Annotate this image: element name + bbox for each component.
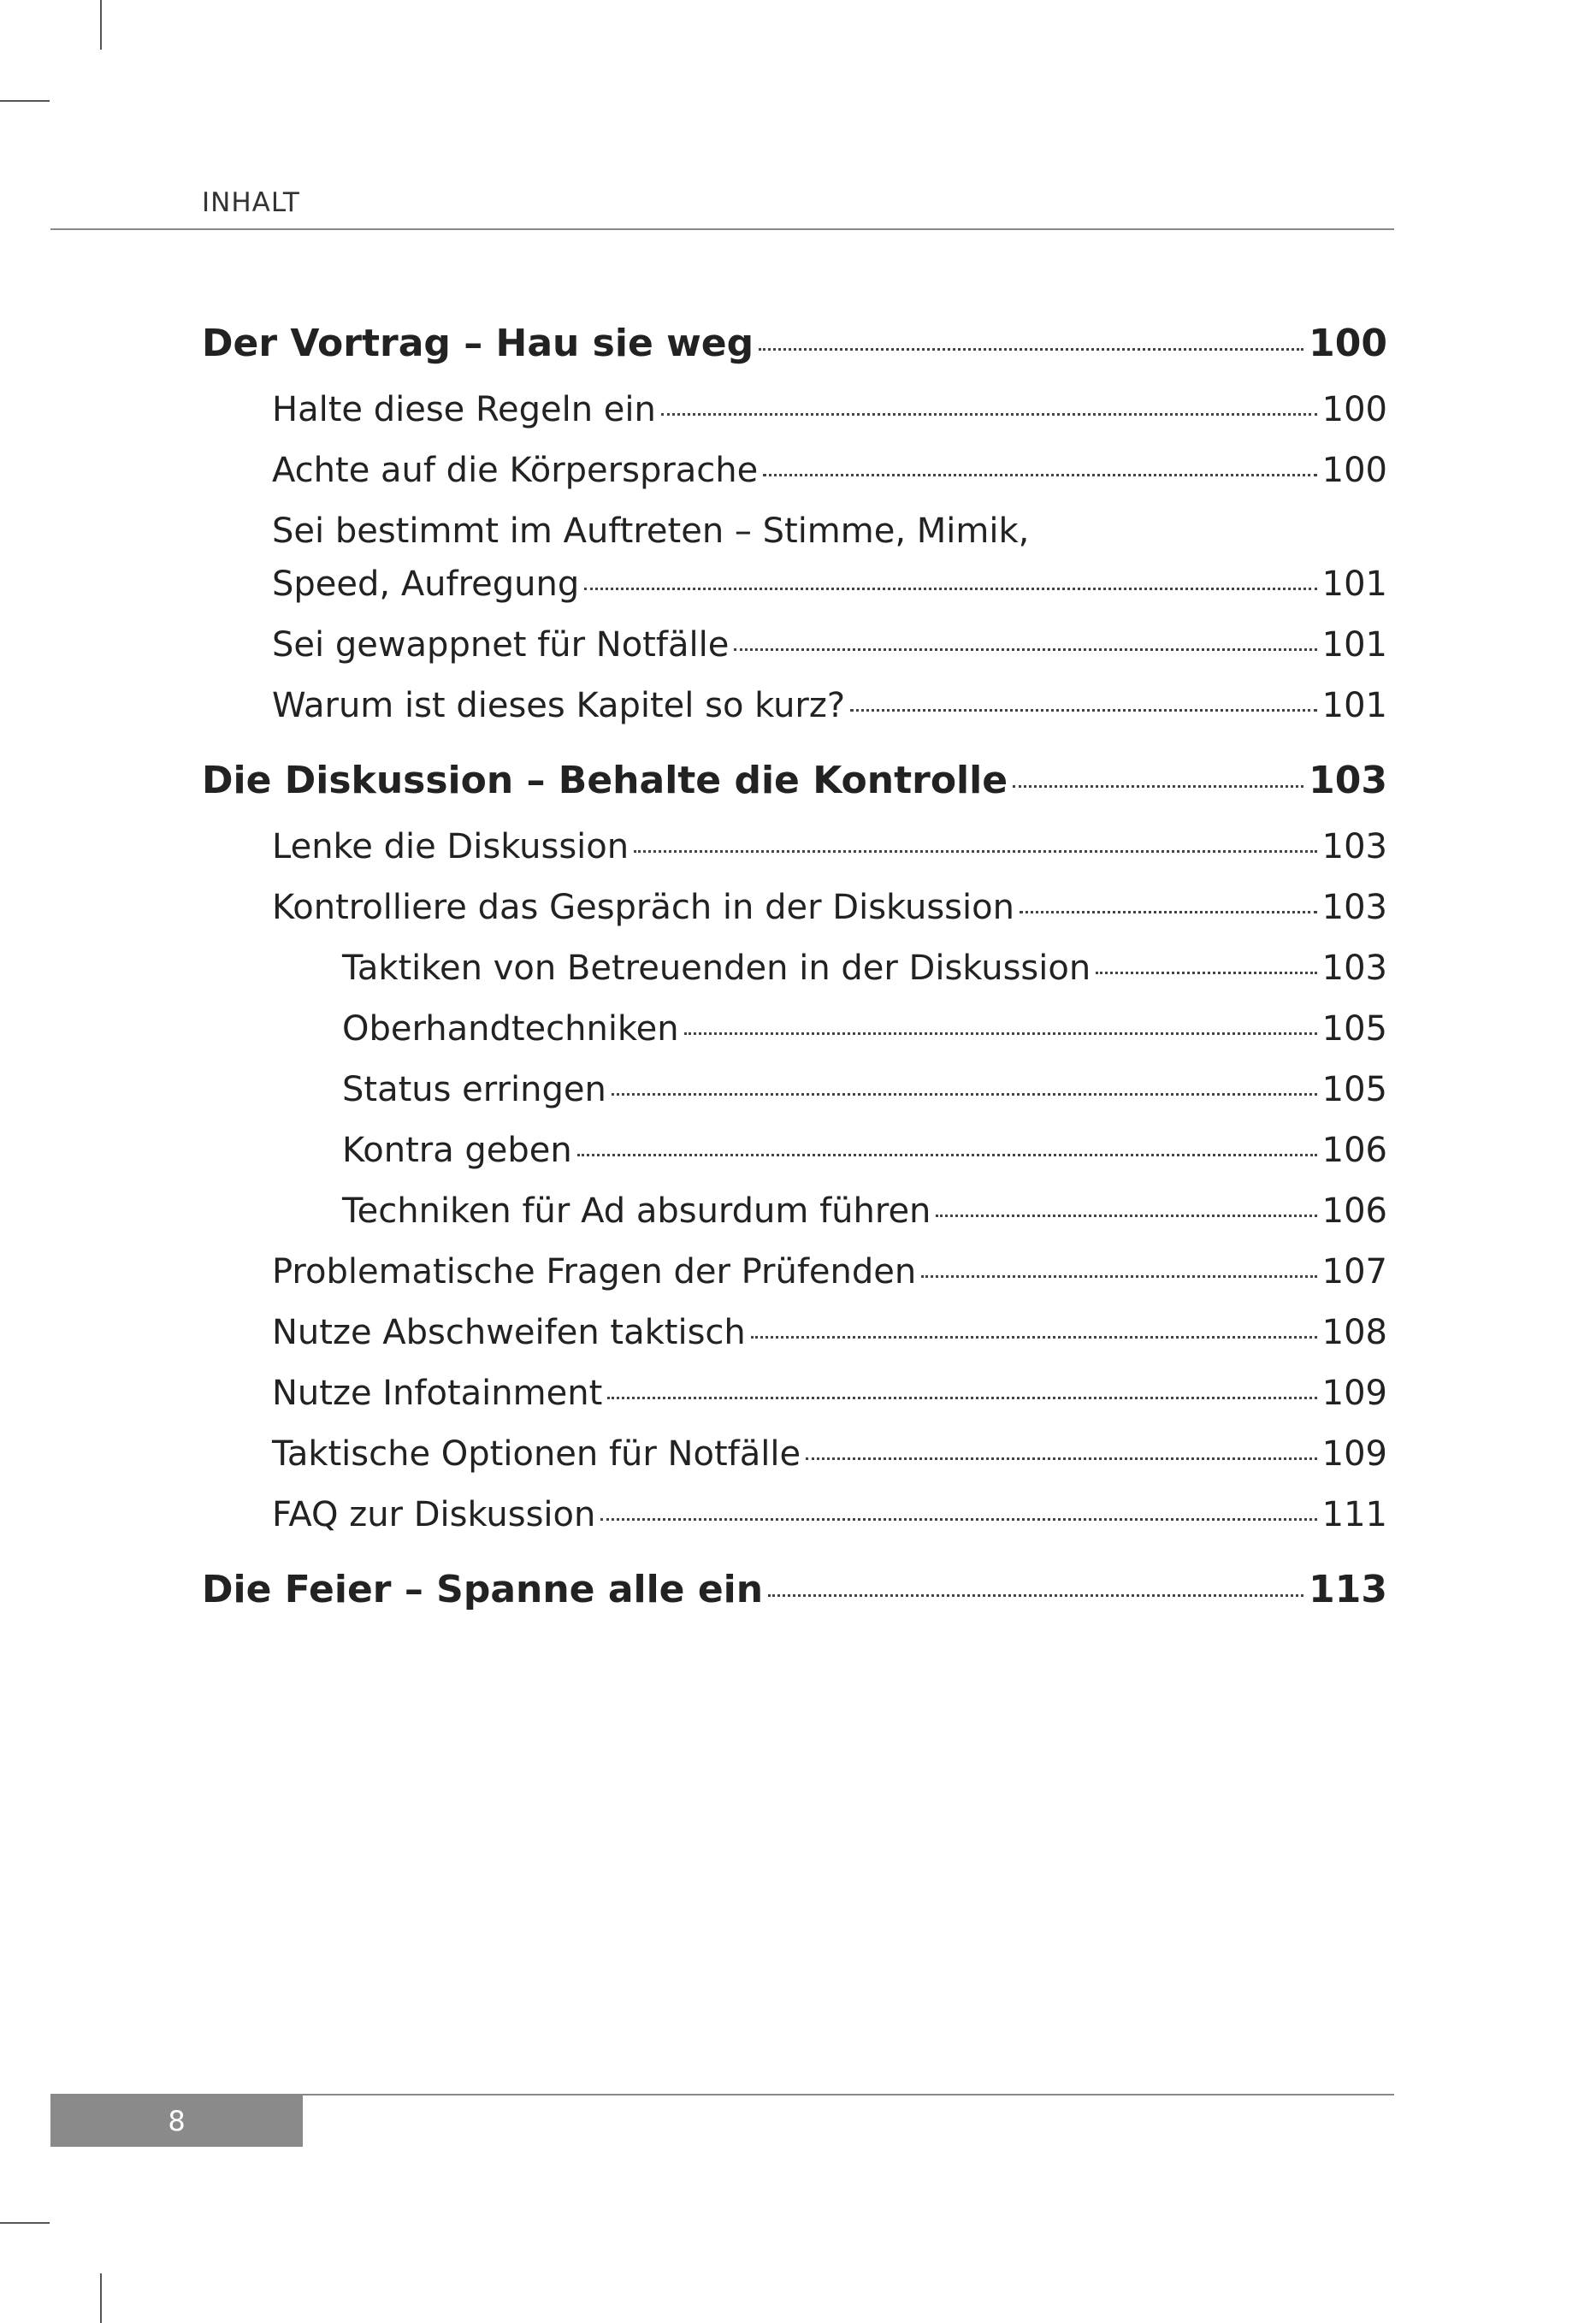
page-number: 8 (168, 2105, 186, 2137)
dot-leader (1020, 911, 1317, 913)
table-of-contents (202, 308, 1387, 1626)
toc-page-number: 111 (1321, 1495, 1387, 1534)
toc-entry-title: Warum ist dieses Kapitel so kurz? (272, 686, 846, 725)
crop-mark-left-top (0, 100, 50, 102)
toc-page-number: 101 (1321, 686, 1387, 725)
dot-leader (759, 348, 1303, 351)
toc-page-number: 105 (1321, 1009, 1387, 1049)
toc-page-number: 113 (1309, 1568, 1387, 1611)
toc-entry-title: Achte auf die Körpersprache (272, 451, 759, 490)
toc-subentry (202, 938, 1387, 999)
dot-leader (612, 1093, 1317, 1096)
toc-entry-title: Kontrolliere das Gespräch in der Diskussion (272, 888, 1014, 927)
toc-entry-title: FAQ zur Diskussion (272, 1495, 596, 1534)
dot-leader (850, 709, 1317, 712)
dot-leader (577, 1154, 1317, 1156)
toc-chapter-vortrag (202, 308, 1387, 380)
toc-entry (202, 1363, 1387, 1424)
toc-chapter-title: Die Diskussion – Behalte die Kontrolle (202, 759, 1008, 802)
dot-leader (768, 1594, 1303, 1597)
crop-mark-bottom (100, 2273, 102, 2323)
toc-entry-title: Taktiken von Betreuenden in der Diskussion (342, 949, 1091, 988)
dot-leader (936, 1215, 1316, 1217)
toc-page-number: 100 (1309, 322, 1387, 365)
dot-leader (806, 1457, 1317, 1460)
toc-entry-title: Sei gewappnet für Notfälle (272, 625, 730, 665)
toc-entry (202, 1242, 1387, 1303)
toc-entry (202, 878, 1387, 938)
dot-leader (661, 413, 1317, 416)
dot-leader (634, 850, 1317, 853)
toc-entry (202, 1485, 1387, 1546)
toc-entry-title: Problematische Fragen der Prüfenden (272, 1252, 917, 1292)
crop-mark-left-bottom (0, 2222, 50, 2224)
toc-page-number: 107 (1321, 1252, 1387, 1292)
dot-leader (607, 1397, 1316, 1399)
toc-page-number: 103 (1321, 888, 1387, 927)
dot-leader (1096, 972, 1316, 974)
dot-leader (584, 588, 1316, 590)
dot-leader (763, 474, 1316, 476)
toc-chapter-feier (202, 1554, 1387, 1626)
toc-page-number: 100 (1321, 451, 1387, 490)
toc-page-number: 109 (1321, 1434, 1387, 1474)
dot-leader (684, 1032, 1317, 1035)
toc-page-number: 106 (1321, 1131, 1387, 1170)
toc-page-number: 109 (1321, 1374, 1387, 1413)
toc-chapter-diskussion (202, 745, 1387, 817)
toc-page-number: 108 (1321, 1313, 1387, 1352)
toc-subentry (202, 1120, 1387, 1181)
toc-entry (202, 676, 1387, 736)
running-header: INHALT (202, 187, 300, 218)
toc-entry-title: Lenke die Diskussion (272, 827, 630, 866)
dot-leader (1013, 785, 1303, 788)
toc-subentry (202, 1060, 1387, 1120)
toc-entry-title: Nutze Abschweifen taktisch (272, 1313, 746, 1352)
header-rule (50, 228, 1394, 230)
dot-leader (734, 648, 1316, 651)
toc-entry (202, 380, 1387, 440)
toc-entry (202, 817, 1387, 878)
toc-entry-title: Nutze Infotainment (272, 1374, 603, 1413)
toc-entry-title: Techniken für Ad absurdum führen (342, 1191, 931, 1231)
toc-entry-title: Oberhandtechniken (342, 1009, 679, 1049)
dot-leader (600, 1518, 1316, 1521)
toc-entry-title: Taktische Optionen für Notfälle (272, 1434, 801, 1474)
toc-page-number: 100 (1321, 390, 1387, 429)
toc-entry-title: Halte diese Regeln ein (272, 390, 656, 429)
toc-chapter-title: Der Vortrag – Hau sie weg (202, 322, 754, 365)
toc-entry (202, 440, 1387, 501)
toc-page-number: 103 (1309, 759, 1387, 802)
toc-entry-title-line1: Sei bestimmt im Auftreten – Stimme, Mimik, (272, 511, 1030, 551)
toc-entry-title: Speed, Aufregung (272, 564, 580, 604)
toc-entry (202, 1303, 1387, 1363)
toc-page-number: 103 (1321, 827, 1387, 866)
toc-subentry (202, 1181, 1387, 1242)
toc-entry (202, 554, 1387, 615)
toc-page-number: 101 (1321, 625, 1387, 665)
toc-subentry (202, 999, 1387, 1060)
toc-entry (202, 615, 1387, 676)
dot-leader (751, 1336, 1317, 1339)
toc-chapter-title: Die Feier – Spanne alle ein (202, 1568, 764, 1611)
crop-mark-top (100, 0, 102, 50)
toc-entry-title: Kontra geben (342, 1131, 572, 1170)
toc-page-number: 103 (1321, 949, 1387, 988)
dot-leader (921, 1275, 1316, 1278)
toc-entry-title: Status erringen (342, 1070, 606, 1109)
toc-entry (202, 1424, 1387, 1485)
toc-page-number: 106 (1321, 1191, 1387, 1231)
toc-page-number: 105 (1321, 1070, 1387, 1109)
toc-page-number: 101 (1321, 564, 1387, 604)
